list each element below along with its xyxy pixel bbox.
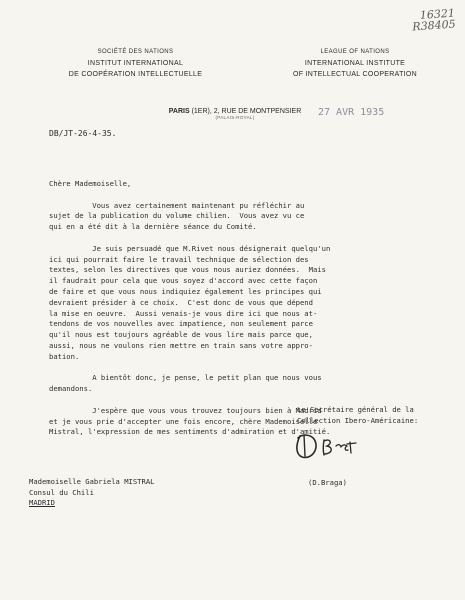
address-subtitle: (PALAIS-ROYAL) <box>215 115 255 120</box>
letter-line: et je vous prie d'accepter une fois encore, chère Mademoiselle <box>49 416 318 426</box>
letter-line <box>49 233 439 244</box>
annotation-line-1: 16321 <box>419 6 456 22</box>
salutation: Chère Mademoiselle, <box>49 179 132 188</box>
letter-line: la mise en oeuvre. Aussi venais-je vous dire ici que nous at- <box>49 308 318 318</box>
letter-line: ici qui pourrait faire le travail technique de sélection des <box>49 254 309 264</box>
letter-line: bation. <box>49 351 80 361</box>
letter-line: Vous avez certainement maintenant pu réfléchir au <box>49 200 305 210</box>
letter-line: textes, selon les directives que vous nous auriez données. Mais <box>49 265 326 275</box>
received-date-stamp: 27 AVR 1935 <box>318 107 385 118</box>
institute-name-en-2: OF INTELLECTUAL COOPERATION <box>292 71 417 78</box>
archive-annotation <box>411 8 456 33</box>
letter-line: aussi, nous ne voulons rien mettre en train sans votre appro- <box>49 340 313 350</box>
letter-line: tendons de vos nouvelles avec impatience, non seulement parce <box>49 319 313 329</box>
letter-body <box>49 179 439 438</box>
letter-line: Mistral, l'expression de mes sentiments d'admiration et d'amitié. <box>49 427 331 437</box>
reference-number: DB/JT-26-4-35. <box>49 129 117 138</box>
letter-line: sujet de la publication du volume chilien. Vous avez vu ce <box>49 211 305 221</box>
letter-line: Je suis persuadé que M.Rivet nous désignerait quelqu'un <box>49 243 331 253</box>
closing-block <box>297 405 418 426</box>
address-street: (1ER), 2, RUE DE MONTPENSIER <box>191 108 302 115</box>
institute-name-fr-1: INSTITUT INTERNATIONAL <box>87 60 184 67</box>
letterhead-left <box>48 46 223 80</box>
letter-line: demandons. <box>49 384 93 394</box>
institute-name-en-1: INTERNATIONAL INSTITUTE <box>304 60 406 67</box>
letter-line: de faire et que vous nous indiquiez également les principes qui <box>49 286 322 296</box>
recipient-city: MADRID <box>29 498 55 507</box>
letter-line: il faudrait pour cela que vous soyez d'accord avec cette façon <box>49 276 318 286</box>
letter-line: qui en a été dit à la dernière séance du Comité. <box>49 222 257 232</box>
annotation-line-2: R38405 <box>411 17 456 34</box>
letter-line: A bientôt donc, je pense, le petit plan que nous vous <box>49 373 322 383</box>
recipient-address <box>29 477 155 509</box>
closing-line-2: Collection Ibero-Américaine: <box>297 415 419 425</box>
signature-drawing <box>290 430 370 462</box>
letter-line: qu'il nous est toujours agréable de vous lire mais parce que, <box>49 330 313 340</box>
handwritten-signature <box>290 430 370 462</box>
letter-line <box>49 363 439 374</box>
letterhead-right <box>280 46 430 80</box>
closing-line-1: Le Secrétaire général de la <box>297 405 414 414</box>
recipient-name: Mademoiselle Gabriela MISTRAL <box>29 477 155 486</box>
letter-line: devraient présider à ce choix. C'est donc de vous que dépend <box>49 297 313 307</box>
org-name-fr: SOCIÉTÉ DES NATIONS <box>97 49 174 55</box>
address-city: PARIS <box>168 108 190 115</box>
institute-name-fr-2: DE COOPÉRATION INTELLECTUELLE <box>68 71 203 78</box>
recipient-title: Consul du Chili <box>29 487 94 497</box>
typed-signature-name: (D.Braga) <box>308 478 347 487</box>
org-name-en: LEAGUE OF NATIONS <box>320 49 390 55</box>
letter-line: J'espère que vous vous trouvez toujours bien à Madrid <box>49 405 322 415</box>
letterhead-address <box>155 108 315 120</box>
